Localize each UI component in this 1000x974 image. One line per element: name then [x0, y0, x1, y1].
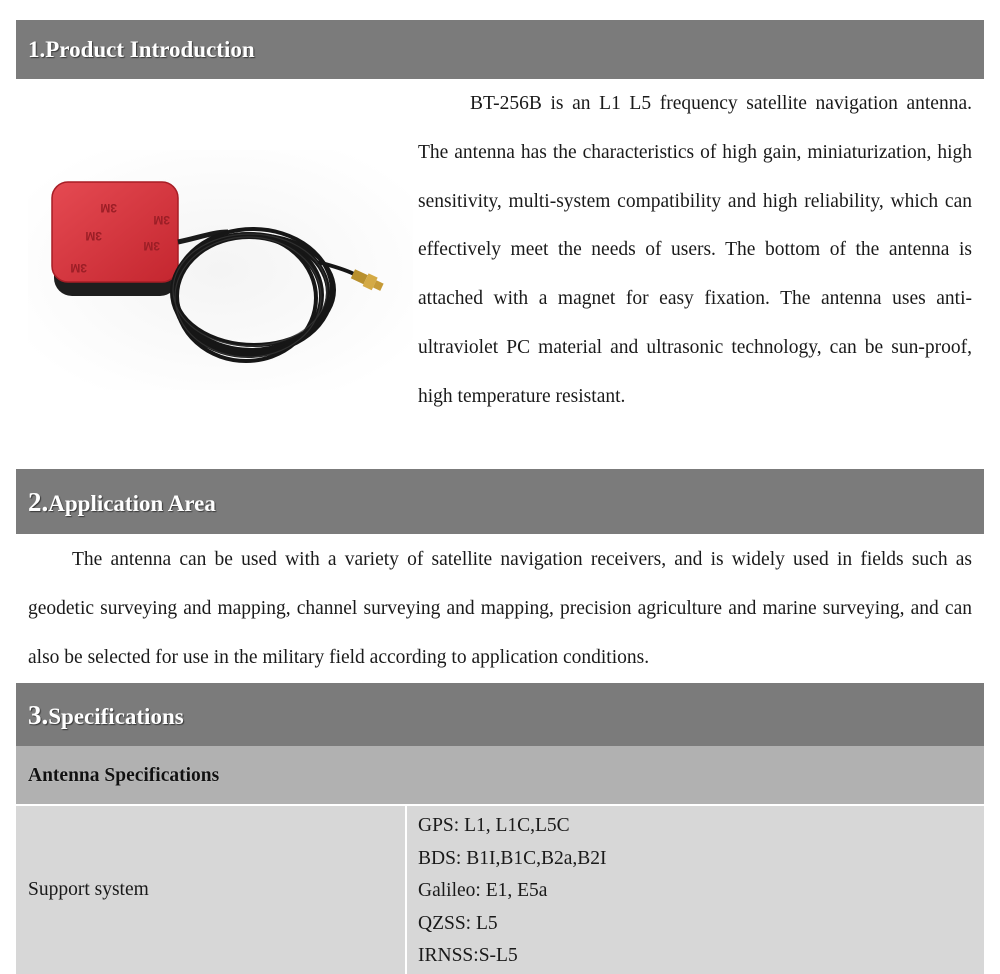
antenna-photo-icon [28, 150, 413, 390]
spec-value-galileo: Galileo: E1, E5a [418, 880, 548, 901]
product-introduction-text: BT-256B is an L1 L5 frequency satellite navigation antenna. The antenna has the characteristics of high gain, miniaturization, high sensitivity, multi-system compatibility and high reliability, which can effectively meet the needs of users. The bottom of the antenna is attached with a magnet for easy fixation. The antenna uses anti-ultraviolet PC material and ultrasonic technology, can be sun-proof, high temperature resistant. [418, 93, 972, 407]
antenna-specifications-header: Antenna Specifications [16, 746, 984, 804]
section-number: 2. [28, 487, 49, 517]
application-area-text: The antenna can be used with a variety of satellite navigation receivers, and is widely used in fields such as geodetic surveying and mapping, channel surveying and mapping, precision agriculture and marine surveying, and can also be selected for use in the military field according to application conditions. [28, 549, 972, 668]
section-title: Application Area [48, 491, 216, 516]
svg-text:3M: 3M [85, 229, 102, 243]
spec-value-gps: GPS: L1, L1C,L5C [418, 815, 570, 836]
section-title: Specifications [48, 704, 184, 729]
spec-value-qzss: QZSS: L5 [418, 912, 498, 934]
svg-text:3M: 3M [70, 261, 87, 275]
spec-label: Support system [28, 879, 149, 900]
section-number: 1. [28, 37, 46, 62]
svg-text:3M: 3M [153, 213, 170, 227]
table-divider [405, 806, 407, 974]
section-number: 3. [28, 700, 49, 730]
spec-values [418, 810, 607, 973]
spec-row-support-system [16, 806, 984, 974]
svg-text:3M: 3M [100, 201, 117, 215]
svg-text:3M: 3M [143, 239, 160, 253]
section-header-specifications [16, 683, 984, 746]
section-header-application-area [16, 469, 984, 534]
spec-value-irnss: IRNSS:S-L5 [418, 945, 518, 966]
spec-value-bds: BDS: B1I,B1C,B2a,B2I [418, 847, 607, 869]
section-header-product-introduction [16, 20, 984, 79]
section-title: Product Introduction [45, 37, 255, 62]
